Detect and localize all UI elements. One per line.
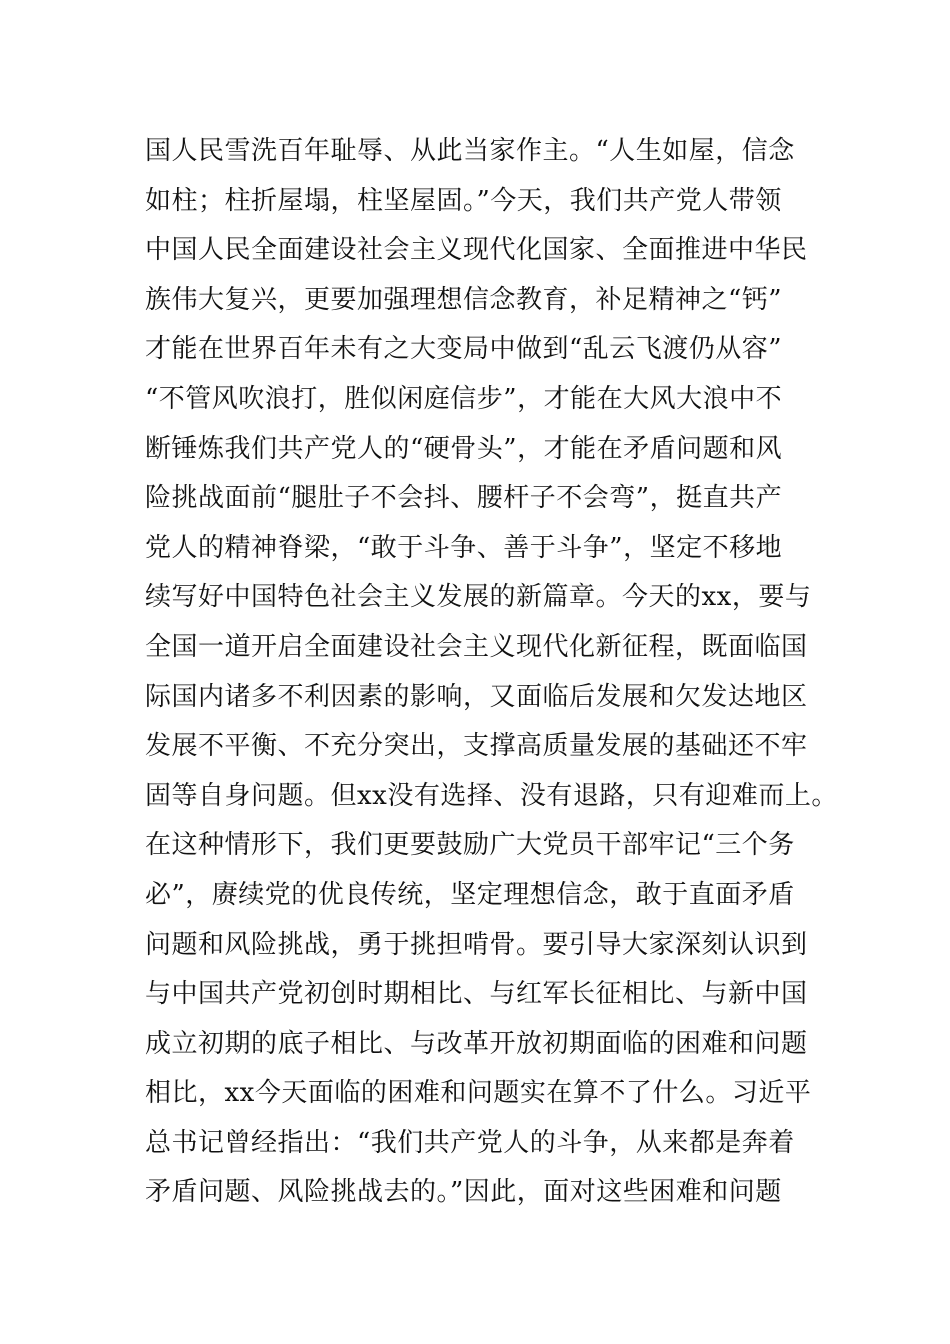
text-line-10: 续写好中国特色社会主义发展的新篇章。今天的xx，要与 bbox=[145, 582, 812, 613]
text-line-12: 际国内诸多不利因素的影响，又面临后发展和欠发达地区 bbox=[145, 681, 808, 712]
text-line-20: 相比，xx今天面临的困难和问题实在算不了什么。习近平 bbox=[145, 1078, 812, 1109]
text-line-2: 如柱；柱折屋塌，柱坚屋固。”今天，我们共产党人带领 bbox=[145, 185, 782, 216]
text-line-13: 发展不平衡、不充分突出，支撑高质量发展的基础还不牢 bbox=[145, 731, 808, 762]
text-line-4: 族伟大复兴，更要加强理想信念教育，补足精神之“钙” bbox=[145, 284, 783, 315]
text-line-19: 成立初期的底子相比、与改革开放初期面临的困难和问题 bbox=[145, 1028, 808, 1059]
text-line-14: 固等自身问题。但xx没有选择、没有退路，只有迎难而上。 bbox=[145, 780, 838, 811]
text-line-18: 与中国共产党初创时期相比、与红军长征相比、与新中国 bbox=[145, 979, 808, 1010]
text-line-21: 总书记曾经指出：“我们共产党人的斗争，从来都是奔着 bbox=[145, 1127, 795, 1158]
text-line-1: 国人民雪洗百年耻辱、从此当家作主。“人生如屋，信念 bbox=[145, 136, 795, 166]
text-line-3: 中国人民全面建设社会主义现代化国家、全面推进中华民 bbox=[145, 235, 808, 266]
text-line-11: 全国一道开启全面建设社会主义现代化新征程，既面临国 bbox=[145, 631, 808, 662]
text-line-15: 在这种情形下，我们更要鼓励广大党员干部牢记“三个务 bbox=[145, 830, 795, 861]
body-text bbox=[145, 127, 838, 1218]
text-line-6: “不管风吹浪打，胜似闲庭信步”，才能在大风大浪中不 bbox=[145, 383, 783, 414]
text-line-16: 必”，赓续党的优良传统，坚定理想信念，敢于直面矛盾 bbox=[145, 879, 795, 910]
text-line-8: 险挑战面前“腿肚子不会抖、腰杆子不会弯”，挺直共产 bbox=[145, 483, 783, 514]
text-line-22: 矛盾问题、风险挑战去的。”因此，面对这些困难和问题 bbox=[145, 1177, 782, 1208]
text-line-5: 才能在世界百年未有之大变局中做到“乱云飞渡仍从容” bbox=[145, 334, 783, 365]
text-line-17: 问题和风险挑战，勇于挑担啃骨。要引导大家深刻认识到 bbox=[145, 929, 808, 960]
text-line-9: 党人的精神脊梁，“敢于斗争、善于斗争”，坚定不移地 bbox=[145, 532, 783, 563]
text-line-7: 断锤炼我们共产党人的“硬骨头”，才能在矛盾问题和风 bbox=[145, 433, 783, 464]
